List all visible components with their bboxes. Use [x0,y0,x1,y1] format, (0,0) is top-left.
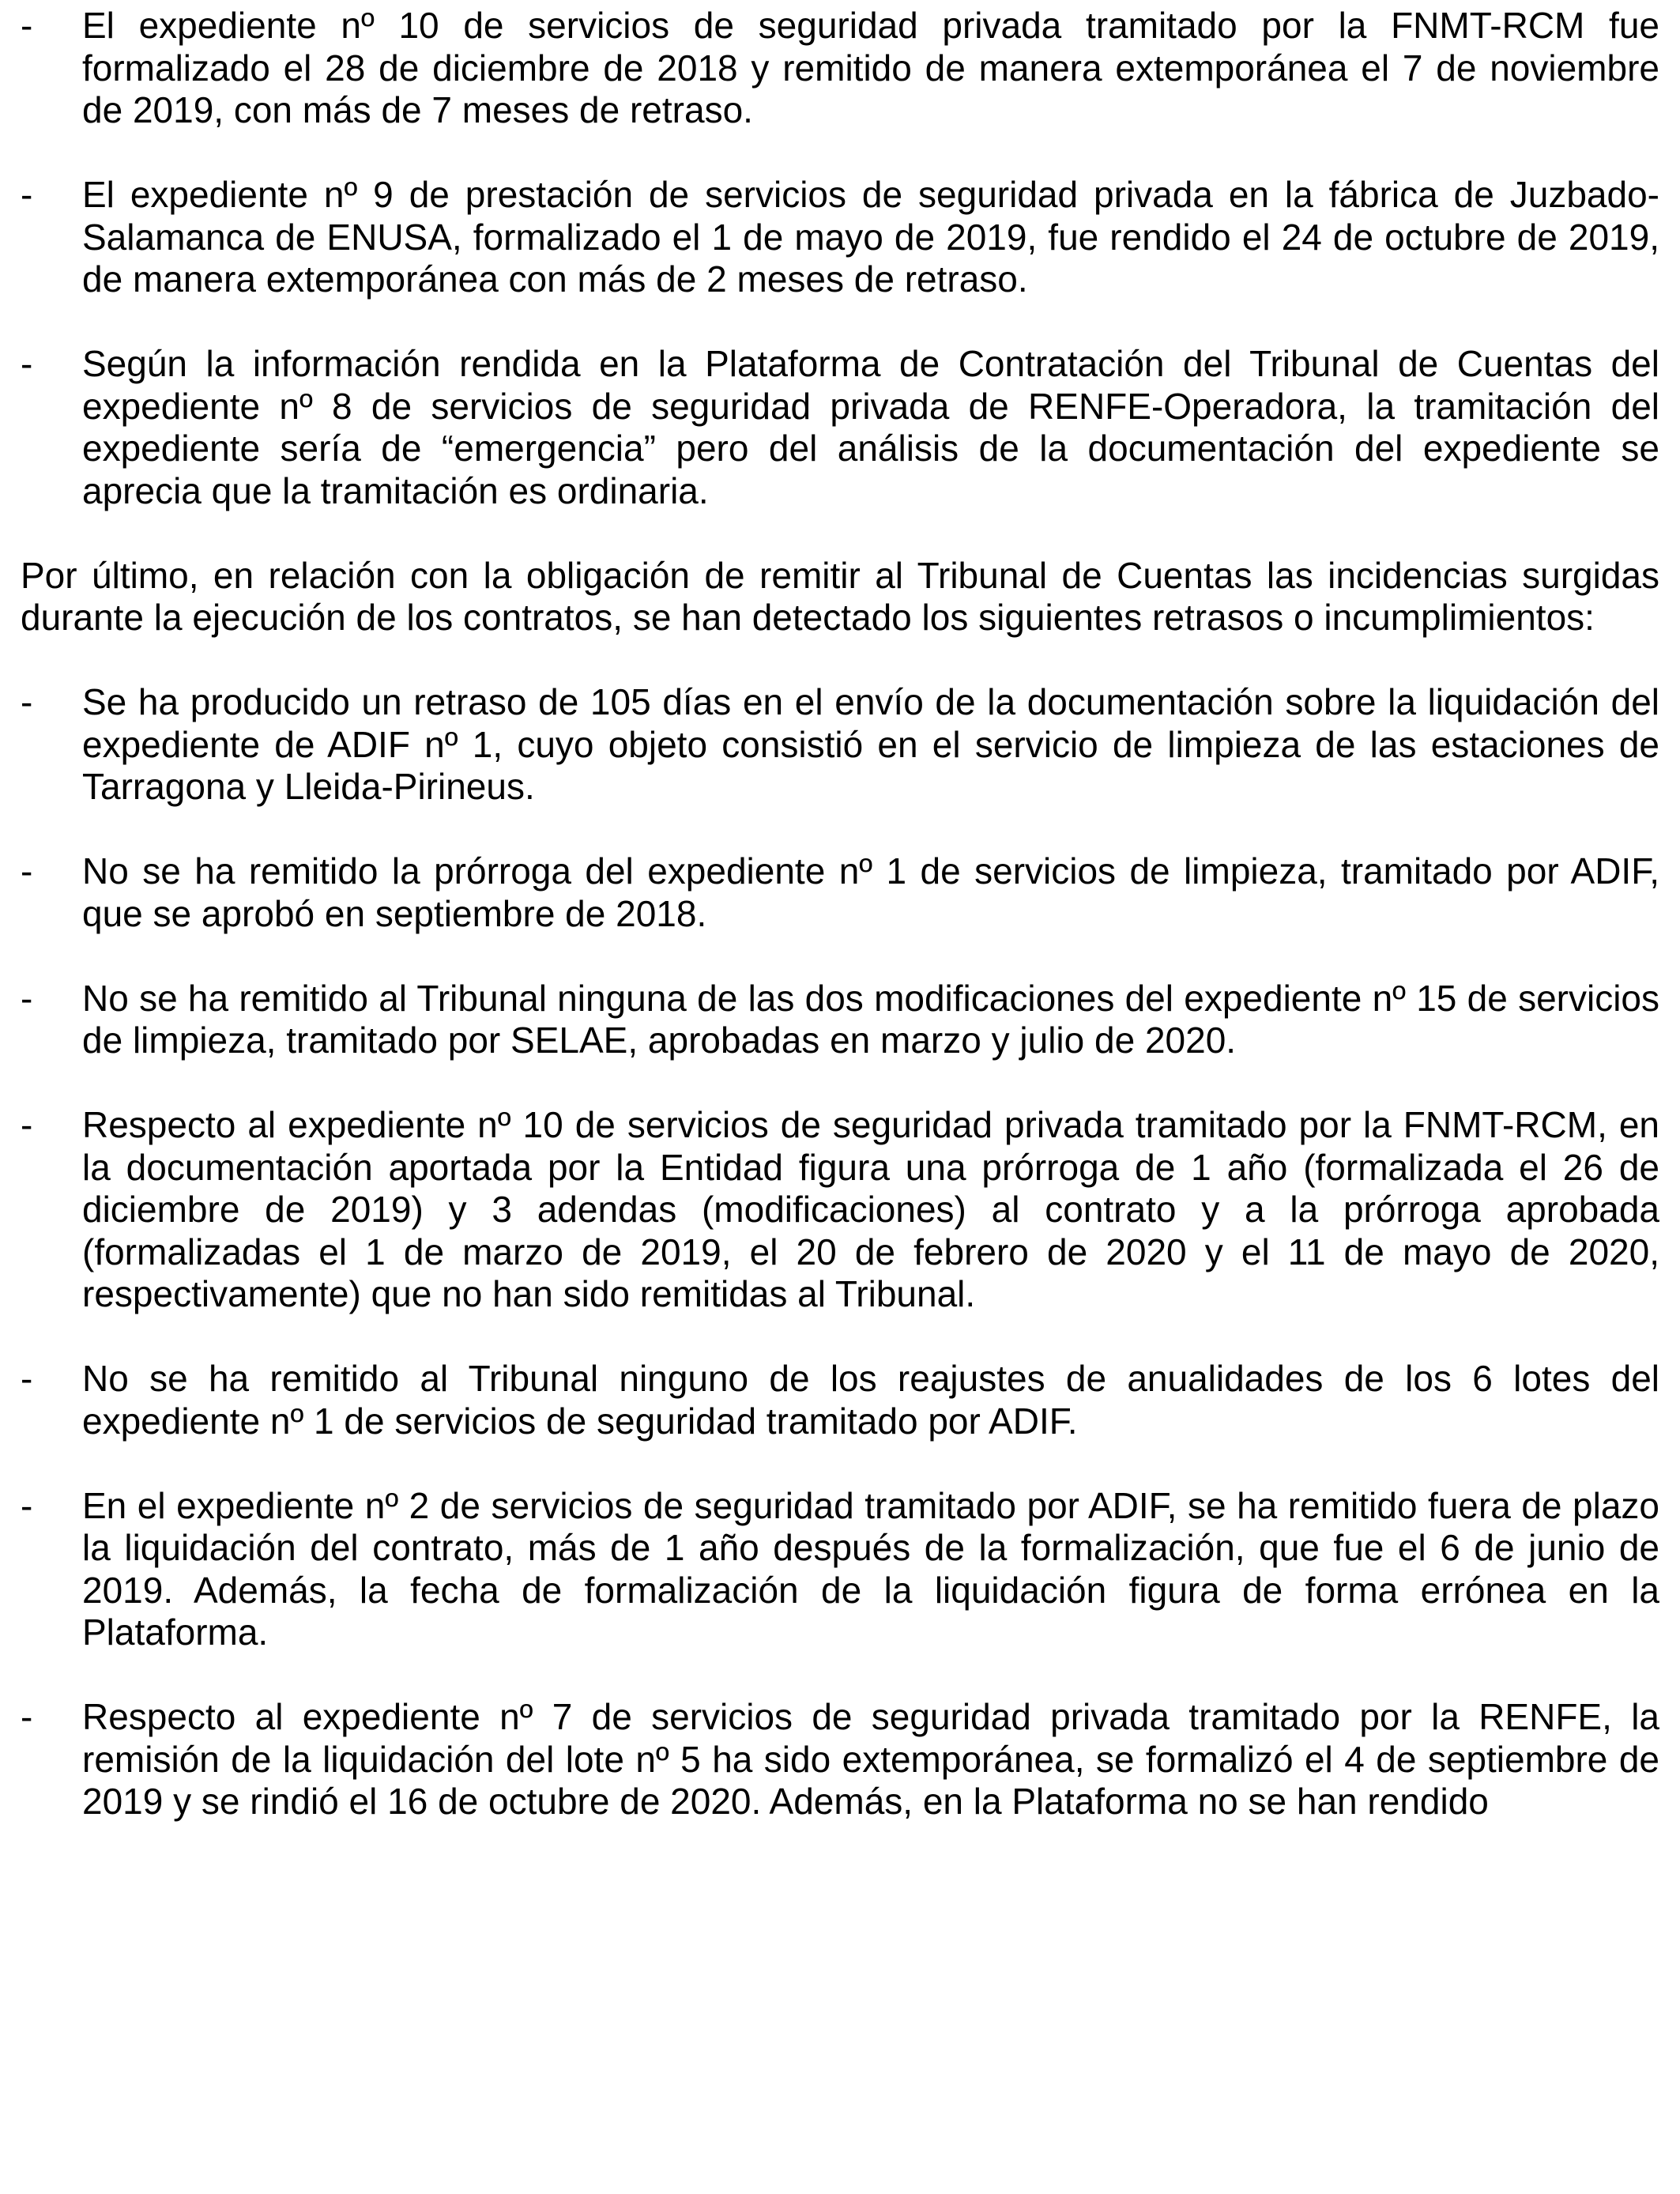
list-item-text: En el expediente nº 2 de servicios de seguridad tramitado por ADIF, se ha remitido fuera de plazo la liquidación del contrato, más de 1 año después de la formalización, que fue el 6 de junio de 2019. Además, la fecha de formalización de la liquidación figura de forma errónea en la Plataforma. [82,1484,1659,1653]
bullet-dash: - [21,343,33,384]
bullet-dash: - [21,850,33,892]
list-item [21,1485,1659,1654]
list-item [21,174,1659,301]
bullet-dash: - [21,1104,33,1145]
list-item-text: No se ha remitido al Tribunal ninguno de los reajustes de anualidades de los 6 lotes del expediente nº 1 de servicios de seguridad tramitado por ADIF. [82,1358,1659,1442]
bullet-dash: - [21,1358,33,1399]
list-item [21,343,1659,512]
list-item-text: Respecto al expediente nº 10 de servicios de seguridad privada tramitado por la FNMT-RCM, en la documentación aportada por la Entidad figura una prórroga de 1 año (formalizada el 26 de diciembre de 2019) y 3 adendas (modificaciones) al contrato y a la prórroga aprobada (formalizadas el 1 de marzo de 2019, el 20 de febrero de 2020 y el 11 de mayo de 2020, respectivamente) que no han sido remitidas al Tribunal. [82,1104,1659,1314]
list-item [21,1104,1659,1316]
list-item-text: No se ha remitido la prórroga del expediente nº 1 de servicios de limpieza, tramitado por ADIF, que se aprobó en septiembre de 2018. [82,850,1659,934]
list-item-text: Según la información rendida en la Plataforma de Contratación del Tribunal de Cuentas del expediente nº 8 de servicios de seguridad privada de RENFE-Operadora, la tramitación del expediente sería de “emergencia” pero del análisis de la documentación del expediente se aprecia que la tramitación es ordinaria. [82,343,1659,511]
list-item [21,1358,1659,1442]
list-item [21,681,1659,809]
list-item-text: Se ha producido un retraso de 105 días en el envío de la documentación sobre la liquidación del expediente de ADIF nº 1, cuyo objeto consistió en el servicio de limpieza de las estaciones de Tarragona y Lleida-Pirineus. [82,681,1659,807]
bullet-dash: - [21,1484,33,1526]
bullet-dash: - [21,977,33,1019]
body-paragraph: Por último, en relación con la obligación de remitir al Tribunal de Cuentas las incidencias surgidas durante la ejecución de los contratos, se han detectado los siguientes retrasos o incumplimientos: [21,554,1659,638]
list-item [21,850,1659,935]
list-item-text: El expediente nº 9 de prestación de servicios de seguridad privada en la fábrica de Juzbado-Salamanca de ENUSA, formalizado el 1 de mayo de 2019, fue rendido el 24 de octubre de 2019, de manera extemporánea con más de 2 meses de retraso. [82,174,1659,300]
document-page [21,5,1659,1865]
list-item [21,1696,1659,1823]
bullet-dash: - [21,5,33,46]
list-item [21,5,1659,132]
list-item [21,978,1659,1062]
bullet-dash: - [21,1696,33,1737]
list-item-text: El expediente nº 10 de servicios de seguridad privada tramitado por la FNMT-RCM fue formalizado el 28 de diciembre de 2018 y remitido de manera extemporánea el 7 de noviembre de 2019, con más de 7 meses de retraso. [82,5,1659,130]
list-item-text: Respecto al expediente nº 7 de servicios de seguridad privada tramitado por la RENFE, la remisión de la liquidación del lote nº 5 ha sido extemporánea, se formalizó el 4 de septiembre de 2019 y se rindió el 16 de octubre de 2020. Además, en la Plataforma no se han rendido [82,1696,1659,1822]
bullet-dash: - [21,174,33,215]
list-item-text: No se ha remitido al Tribunal ninguna de las dos modificaciones del expediente nº 15 de servicios de limpieza, tramitado por SELAE, aprobadas en marzo y julio de 2020. [82,977,1659,1061]
bullet-dash: - [21,681,33,722]
